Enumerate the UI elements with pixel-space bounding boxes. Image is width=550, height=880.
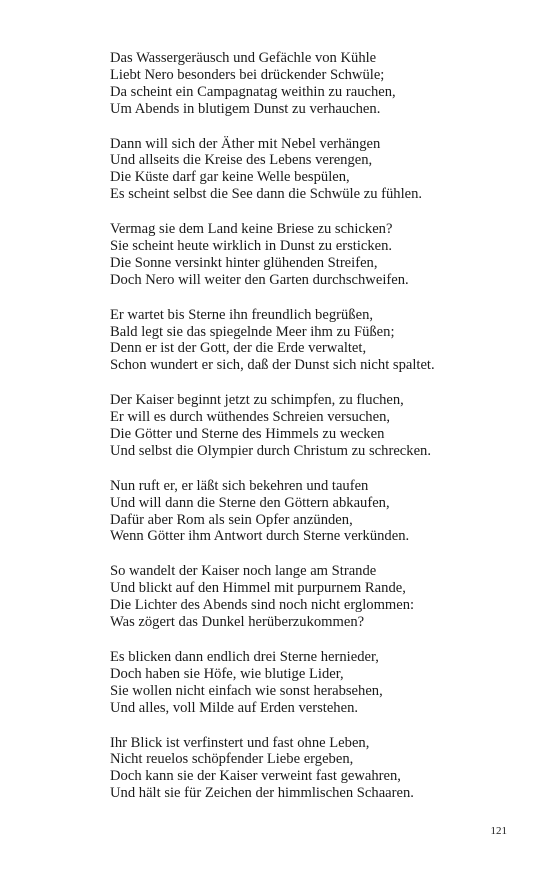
poem-line: Ihr Blick ist verfinstert und fast ohne Leben, bbox=[110, 734, 370, 751]
poem-line: Um Abends in blutigem Dunst zu verhauchen. bbox=[110, 100, 381, 117]
stanza-8 bbox=[110, 649, 530, 717]
poem-line: Und hält sie für Zeichen der himmlischen Schaaren. bbox=[110, 785, 414, 802]
poem-line: Und selbst die Olympier durch Christum zu schrecken. bbox=[110, 442, 431, 459]
poem-line: Die Sonne versinkt hinter glühenden Streifen, bbox=[110, 254, 378, 271]
poem-line: Und allseits die Kreise des Lebens verengen, bbox=[110, 152, 373, 169]
poem-line: Er will es durch wüthendes Schreien versuchen, bbox=[110, 409, 391, 426]
poem-line: Was zögert das Dunkel herüberzukommen? bbox=[110, 614, 365, 631]
poem-line: Und alles, voll Milde auf Erden verstehen. bbox=[110, 699, 359, 716]
stanza-3 bbox=[110, 221, 530, 289]
poem-line: Doch Nero will weiter den Garten durchschweifen. bbox=[110, 271, 409, 288]
poem-line: Die Götter und Sterne des Himmels zu wecken bbox=[110, 426, 385, 443]
poem-line: Wenn Götter ihm Antwort durch Sterne verkünden. bbox=[110, 528, 410, 545]
poem-line: Sie scheint heute wirklich in Dunst zu ersticken. bbox=[110, 238, 393, 255]
poem-line: Sie wollen nicht einfach wie sonst herabsehen, bbox=[110, 682, 383, 699]
stanza-9 bbox=[110, 735, 530, 803]
stanza-2 bbox=[110, 136, 530, 204]
poem-line: Schon wundert er sich, daß der Dunst sich nicht spaltet. bbox=[110, 357, 435, 374]
poem-line: Liebt Nero besonders bei drückender Schwüle; bbox=[110, 66, 385, 83]
poem-line: Der Kaiser beginnt jetzt zu schimpfen, zu fluchen, bbox=[110, 392, 404, 409]
poem-line: Die Lichter des Abends sind noch nicht erglommen: bbox=[110, 597, 415, 614]
poem-line: Und will dann die Sterne den Göttern abkaufen, bbox=[110, 494, 390, 511]
poem-line: Die Küste darf gar keine Welle bespülen, bbox=[110, 169, 350, 186]
poem-line: Nun ruft er, er läßt sich bekehren und taufen bbox=[110, 477, 369, 494]
poem-line: Dafür aber Rom als sein Opfer anzünden, bbox=[110, 511, 353, 528]
stanza-1 bbox=[110, 50, 530, 118]
poem-line: Da scheint ein Campagnatag weithin zu rauchen, bbox=[110, 83, 396, 100]
poem-line: Und blickt auf den Himmel mit purpurnem Rande, bbox=[110, 580, 406, 597]
poem-line: Denn er ist der Gott, der die Erde verwaltet, bbox=[110, 340, 367, 357]
poem-line: Es scheint selbst die See dann die Schwüle zu fühlen. bbox=[110, 186, 423, 203]
poem-line: Doch kann sie der Kaiser verweint fast gewahren, bbox=[110, 768, 401, 785]
poem-line: Es blicken dann endlich drei Sterne hernieder, bbox=[110, 648, 379, 665]
poem-line: Er wartet bis Sterne ihn freundlich begrüßen, bbox=[110, 306, 374, 323]
stanza-4 bbox=[110, 307, 530, 375]
page-number: 121 bbox=[490, 825, 507, 837]
poem-line: Nicht reuelos schöpfender Liebe ergeben, bbox=[110, 751, 354, 768]
stanza-5 bbox=[110, 392, 530, 460]
poem-text bbox=[110, 50, 530, 820]
poem-line: Vermag sie dem Land keine Briese zu schicken? bbox=[110, 221, 393, 238]
stanza-7 bbox=[110, 563, 530, 631]
stanza-6 bbox=[110, 478, 530, 546]
poem-line: Dann will sich der Äther mit Nebel verhängen bbox=[110, 135, 381, 152]
poem-line: Das Wassergeräusch und Gefächle von Kühle bbox=[110, 50, 377, 66]
poem-line: Doch haben sie Höfe, wie blutige Lider, bbox=[110, 665, 344, 682]
poem-line: So wandelt der Kaiser noch lange am Strande bbox=[110, 563, 377, 580]
poem-line: Bald legt sie das spiegelnde Meer ihm zu Füßen; bbox=[110, 323, 395, 340]
